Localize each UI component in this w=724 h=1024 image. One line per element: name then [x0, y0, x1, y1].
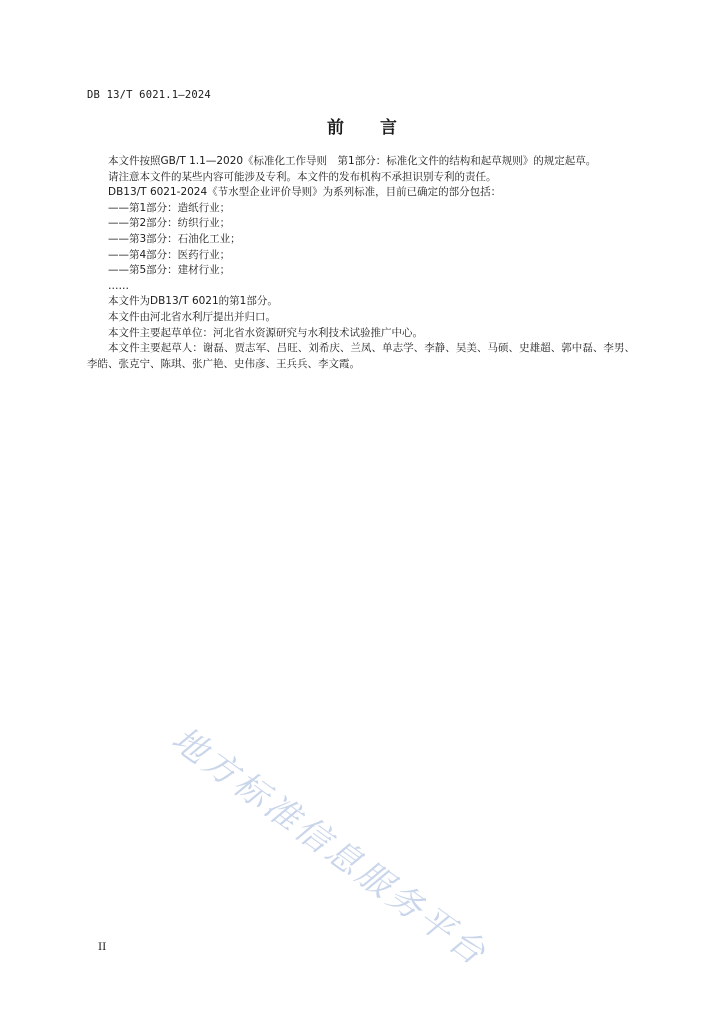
- list-item-part-3: ——第3部分：石油化工业；: [108, 232, 241, 245]
- paragraph-patent-notice: 请注意本文件的某些内容可能涉及专利。本文件的发布机构不承担识别专利的责任。: [108, 170, 497, 183]
- list-item-part-4: ——第4部分：医药行业；: [108, 248, 231, 261]
- foreword-body: [87, 154, 635, 372]
- paragraph-proposer: 本文件由河北省水利厅提出并归口。: [108, 310, 276, 323]
- paragraph-part-statement: 本文件为DB13/T 6021的第1部分。: [108, 295, 278, 308]
- paragraph-drafting-basis: 本文件按照GB/T 1.1—2020《标准化工作导则 第1部分：标准化文件的结构和起草规则》的规定起草。: [108, 155, 597, 167]
- list-item-part-2: ——第2部分：纺织行业；: [108, 217, 231, 230]
- paragraph-series-intro: DB13/T 6021-2024《节水型企业评价导则》为系列标准，目前已确定的部分包括：: [108, 186, 502, 199]
- document-code: DB 13/T 6021.1—2024: [87, 89, 211, 101]
- page-title: 前言: [327, 118, 433, 138]
- paragraph-drafters: 本文件主要起草人：谢磊、贾志军、吕旺、刘希庆、兰凤、单志学、李静、吴美、马硕、史雄超、郭中磊、李男、李皓、张克宁、陈琪、张广艳、史伟彦、王兵兵、李文霞。: [87, 342, 635, 370]
- page-number: II: [98, 941, 107, 953]
- watermark: 地方标准信息服务平台: [164, 719, 496, 975]
- list-item-part-1: ——第1部分：造纸行业；: [108, 201, 231, 214]
- list-item-part-5: ——第5部分：建材行业；: [108, 264, 231, 277]
- list-ellipsis: ……: [108, 279, 129, 292]
- paragraph-drafting-units: 本文件主要起草单位：河北省水资源研究与水利技术试验推广中心。: [108, 326, 423, 339]
